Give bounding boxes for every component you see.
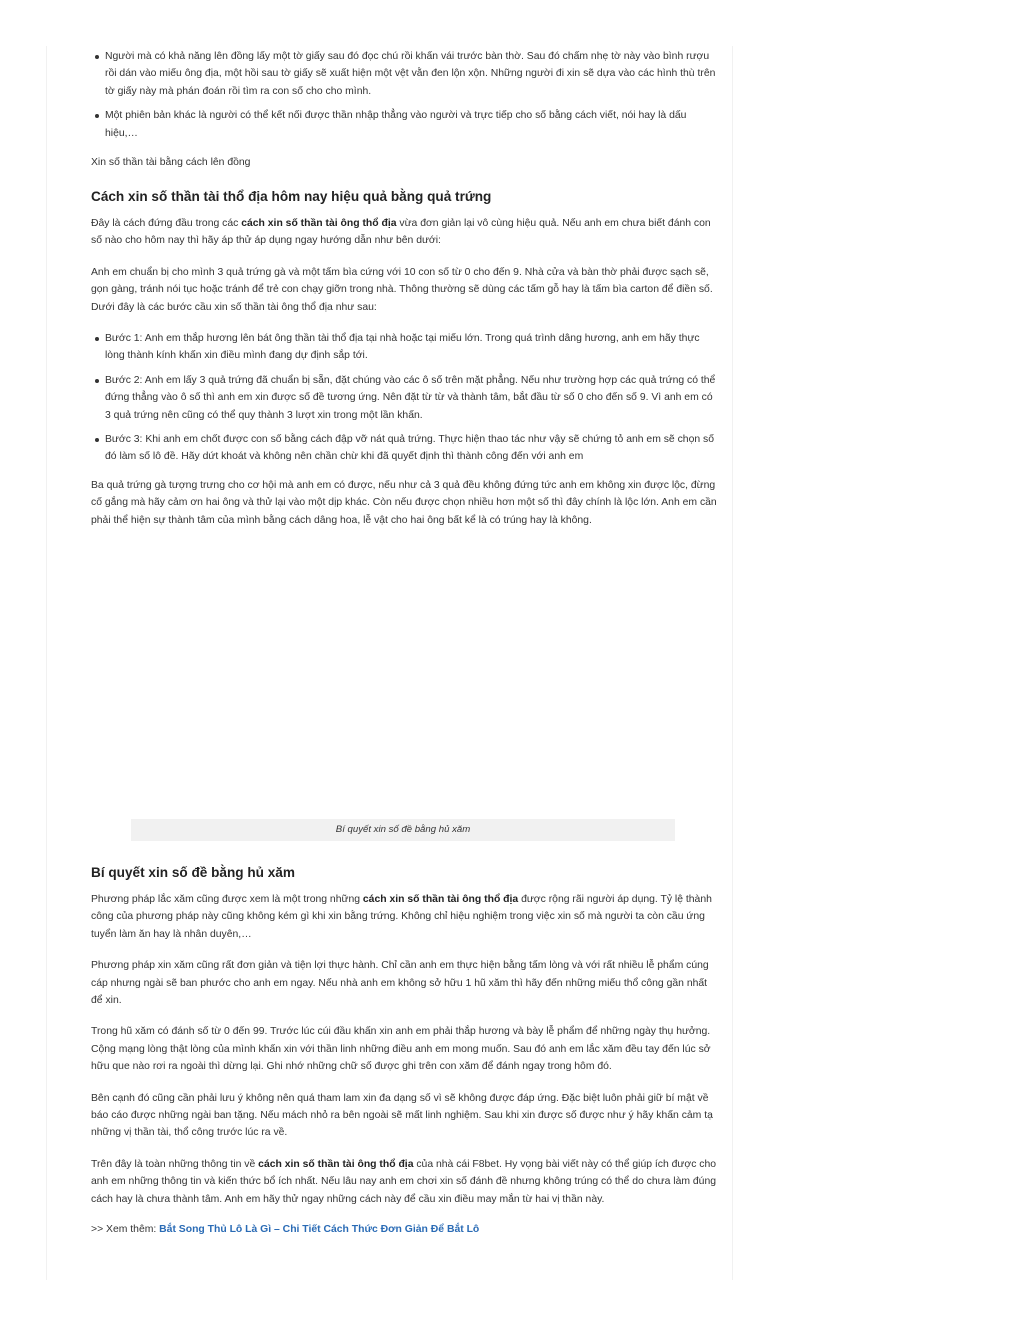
paragraph: Phương pháp xin xăm cũng rất đơn giản và tiện lợi thực hành. Chỉ cần anh em thực hiện bằng tấm lòng và với rất nhiều lễ phẩm cúng cáp nhưng ngài sẽ ban phước cho anh em ngay. Nếu nhà anh em không sở hữu 1 hũ xăm thì hãy đến những miếu thổ công gần nhất để xin.	[91, 960, 709, 1007]
image-caption-huxam: Bí quyết xin số đề bằng hủ xăm	[131, 819, 675, 841]
paragraph: Ba quả trứng gà tượng trưng cho cơ hội mà anh em có được, nếu như cả 3 quả đều không đứng tức anh em không xin được lộc, đừng cố gắng mà hãy cảm ơn hai ông và thử lại vào một dịp khác. Còn nếu được chọn nhiều hơn một số thì đây chính là lộc lớn. Anh em cần phải thể hiện sự thành tâm của mình bằng cách dâng hoa, lễ vật cho hai ông bất kể là có trúng hay là không.	[91, 479, 717, 526]
keyword-bold: cách xin số thần tài ông thổ địa	[241, 218, 397, 229]
article-body	[46, 46, 733, 1280]
paragraph: Bên cạnh đó cũng cần phải lưu ý không nên quá tham lam xin đa dạng số vì sẽ không được đáp ứng. Đặc biệt luôn phải giữ bí mật về báo cáo được những ngài ban tặng. Nếu mách nhỏ ra bên ngoài sẽ mất linh nghiệm. Sau khi xin được số được như ý hãy khấn cảm tạ những vị thần tài, thổ công trước lúc ra về.	[91, 1092, 713, 1139]
list-item: Bước 2: Anh em lấy 3 quả trứng đã chuẩn bị sẵn, đặt chúng vào các ô số trên mặt phẳng. Nếu như trường hợp các quả trứng có thể đứng thẳng vào ô số thì anh em xin được số đề tương ứng. Nên đặt từ từ và thành tâm, bắt đầu từ số 0 cho đến số 9. Vì anh em có 3 quả trứng nên cũng có thể quy thành 3 lượt xin trong một lần khấn.	[105, 372, 717, 424]
lendong-list	[91, 48, 717, 142]
list-item: Một phiên bản khác là người có thể kết nối được thần nhập thẳng vào người và trực tiếp cho số bằng cách viết, nói hay là dấu hiệu,…	[105, 107, 717, 142]
list-item: Bước 1: Anh em thắp hương lên bát ông thần tài thổ địa tại nhà hoặc tại miếu lớn. Trong quá trình dâng hương, anh em hãy thực lòng thành kính khấn xin điều mình đang dự định sắp tới.	[105, 330, 717, 365]
list-item: Bước 3: Khi anh em chốt được con số bằng cách đập vỡ nát quả trứng. Thực hiện thao tác như vậy sẽ chứng tỏ anh em sẽ chọn số đó làm số lô đề. Hãy dứt khoát và không nên chần chừ khi đã quyết định thì thành công đến với anh em	[105, 431, 717, 466]
intro-list-block	[91, 48, 717, 149]
paragraph: Phương pháp lắc xăm cũng được xem là một trong những cách xin số thần tài ông thổ địa được rộng rãi người áp dụng. Tỷ lệ thành công của phương pháp này cũng không kém gì khi xin bằng trứng. Không chỉ hiệu nghiệm trong việc xin số mà người ta còn cầu ứng tuyển làm ăn hay là nhân duyên,…	[91, 894, 712, 940]
section-huxam	[91, 864, 717, 1239]
image-caption-lendong	[91, 154, 717, 171]
paragraph: Trên đây là toàn những thông tin về cách xin số thần tài ông thổ địa của nhà cái F8bet. Hy vọng bài viết này có thể giúp ích được cho anh em những thông tin và kiến thức bổ ích nhất. Nếu lâu nay anh em chơi xin số đánh đề nhưng không trúng có thể do chưa làm đúng cách hay là chưa thành tâm. Anh em hãy thử ngay những cách này để cầu xin điều may mắn từ hai vị thần này.	[91, 1158, 717, 1205]
paragraph: Trong hũ xăm có đánh số từ 0 đến 99. Trước lúc cúi đầu khấn xin anh em phải thắp hương và bày lễ phẩm để những ngày thụ hưởng. Cộng mạng lòng thật lòng của mình khấn xin với thần linh những điều anh em mong muốn. Sau đó anh em lắc xăm đều tay đến lúc sở hữu que nào rơi ra ngoài thì dừng lại. Ghi nhớ những chữ số được ghi trên con xăm để đánh ngay trong hôm đó.	[91, 1026, 711, 1073]
section-heading-huxam: Bí quyết xin số đề bằng hủ xăm	[91, 865, 295, 880]
list-item: Người mà có khả năng lên đồng lấy một tờ giấy sau đó đọc chú rồi khấn vái trước bàn thờ. Sau đó chấm nhẹ tờ này vào bình rượu rồi dán vào miếu ông địa, một hồi sau tờ giấy sẽ xuất hiện một vệt vằn đen lộn xộn. Những người đi xin sẽ dựa vào các hình thù trên tờ giấy này mà phán đoán rồi tìm ra con số cho cho mình.	[105, 48, 717, 100]
see-also: >> Xem thêm: Bắt Song Thủ Lô Là Gì – Chi Tiết Cách Thức Đơn Giản Để Bắt Lô	[91, 1224, 480, 1236]
keyword-bold: cách xin số thần tài ông thổ địa	[362, 894, 519, 905]
paragraph: Đây là cách đứng đầu trong các cách xin số thần tài ông thổ địa vừa đơn giản lại vô cùng hiệu quả. Nếu anh em chưa biết đánh con số nào cho hôm nay thì hãy áp thử áp dụng ngay hướng dẫn như bên dưới:	[91, 218, 711, 247]
section-egg	[91, 188, 717, 529]
paragraph: Anh em chuẩn bị cho mình 3 quả trứng gà và một tấm bìa cứng với 10 con số từ 0 cho đến 9. Nhà cửa và bàn thờ phải được sạch sẽ, gọn gàng, tránh nói tục hoặc tránh để trẻ con chạy giỡn trong nhà. Thông thường sẽ dùng các tấm gỗ hay là tấm bìa carton để điền số. Dưới đây là các bước cầu xin số thần tài ông thổ địa như sau:	[91, 266, 713, 313]
keyword-bold: cách xin số thần tài ông thổ địa	[258, 1158, 414, 1170]
image-caption: Xin số thần tài bằng cách lên đồng	[91, 157, 251, 168]
steps-list	[91, 330, 717, 466]
see-also-link[interactable]: Bắt Song Thủ Lô Là Gì – Chi Tiết Cách Thức Đơn Giản Để Bắt Lô	[159, 1224, 480, 1236]
section-heading-egg: Cách xin số thần tài thổ địa hôm nay hiệu quả bằng quả trứng	[91, 189, 492, 204]
